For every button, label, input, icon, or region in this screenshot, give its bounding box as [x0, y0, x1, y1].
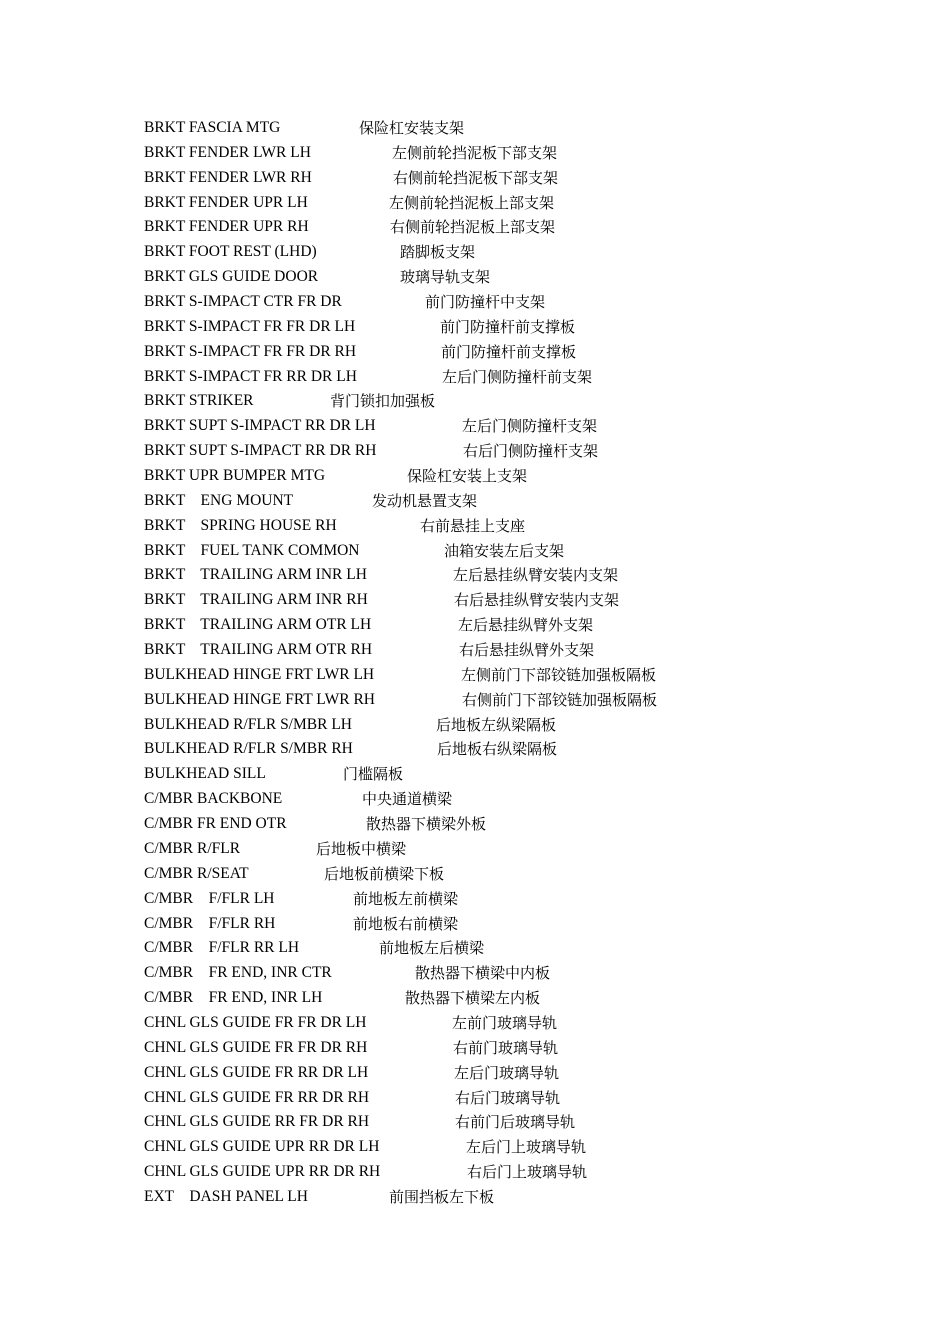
- term-row: [144, 787, 904, 812]
- term-chinese: 发动机悬置支架: [372, 491, 478, 510]
- term-english: BRKT STRIKER: [144, 392, 254, 410]
- term-row: [144, 912, 904, 937]
- term-row: [144, 1160, 904, 1185]
- term-chinese: 右侧前轮挡泥板上部支架: [390, 218, 556, 237]
- term-english: BRKT S-IMPACT CTR FR DR: [144, 293, 342, 311]
- term-english: BRKT UPR BUMPER MTG: [144, 467, 326, 485]
- term-chinese: 油箱安装左后支架: [444, 541, 565, 560]
- term-row: [144, 1011, 904, 1036]
- term-row: [144, 688, 904, 713]
- term-chinese: 左后门上玻璃导轨: [466, 1138, 587, 1157]
- term-row: [144, 762, 904, 787]
- term-row: [144, 116, 904, 141]
- term-chinese: 玻璃导轨支架: [400, 268, 491, 287]
- term-row: [144, 240, 904, 265]
- term-chinese: 前门防撞杆中支架: [425, 293, 546, 312]
- term-chinese: 左后门侧防撞杆前支架: [442, 367, 593, 386]
- term-english: CHNL GLS GUIDE UPR RR DR RH: [144, 1163, 381, 1181]
- term-row: [144, 1061, 904, 1086]
- term-english: C/MBR BACKBONE: [144, 790, 283, 808]
- term-chinese: 左后悬挂纵臂安装内支架: [453, 566, 619, 585]
- term-row: [144, 713, 904, 738]
- term-chinese: 右后门侧防撞杆支架: [463, 442, 599, 461]
- term-row: [144, 862, 904, 887]
- term-chinese: 保险杠安装上支架: [407, 467, 528, 486]
- term-english: C/MBR R/FLR: [144, 839, 241, 857]
- term-row: [144, 464, 904, 489]
- term-chinese: 后地板前横梁下板: [324, 864, 445, 883]
- term-chinese: 右后门玻璃导轨: [455, 1088, 561, 1107]
- term-chinese: 右后悬挂纵臂安装内支架: [454, 591, 620, 610]
- term-row: [144, 489, 904, 514]
- term-row: [144, 265, 904, 290]
- term-chinese: 左前门玻璃导轨: [452, 1013, 558, 1032]
- term-english: BRKT ENG MOUNT: [144, 491, 294, 509]
- term-english: BRKT TRAILING ARM INR LH: [144, 566, 367, 584]
- term-chinese: 右侧前轮挡泥板下部支架: [393, 168, 559, 187]
- term-row: [144, 613, 904, 638]
- term-english: C/MBR FR END, INR CTR: [144, 964, 332, 982]
- term-row: [144, 1185, 904, 1210]
- term-row: [144, 1086, 904, 1111]
- term-english: BRKT FENDER LWR LH: [144, 143, 311, 161]
- term-english: BRKT TRAILING ARM OTR LH: [144, 616, 372, 634]
- term-english: BULKHEAD SILL: [144, 765, 266, 783]
- term-english: BRKT FASCIA MTG: [144, 119, 281, 136]
- term-english: BULKHEAD R/FLR S/MBR LH: [144, 715, 352, 733]
- term-chinese: 前门防撞杆前支撑板: [441, 342, 577, 361]
- term-english: BULKHEAD R/FLR S/MBR RH: [144, 740, 353, 758]
- term-english: BRKT FENDER UPR RH: [144, 218, 309, 236]
- term-english: BRKT FOOT REST (LHD): [144, 243, 317, 261]
- term-row: [144, 812, 904, 837]
- term-english: CHNL GLS GUIDE RR FR DR RH: [144, 1113, 370, 1131]
- term-chinese: 背门锁扣加强板: [330, 392, 436, 411]
- term-english: C/MBR FR END, INR LH: [144, 989, 323, 1007]
- term-chinese: 前地板左后横梁: [379, 939, 485, 958]
- term-row: [144, 141, 904, 166]
- term-english: CHNL GLS GUIDE FR RR DR LH: [144, 1063, 369, 1081]
- term-chinese: 右前悬挂上支座: [420, 516, 526, 535]
- term-row: [144, 215, 904, 240]
- term-english: CHNL GLS GUIDE FR FR DR LH: [144, 1013, 367, 1031]
- term-english: BRKT TRAILING ARM OTR RH: [144, 641, 373, 659]
- term-chinese: 左侧前轮挡泥板下部支架: [392, 143, 558, 162]
- term-chinese: 散热器下横梁中内板: [415, 964, 551, 983]
- term-row: [144, 340, 904, 365]
- term-english: BRKT FENDER UPR LH: [144, 193, 308, 211]
- term-row: [144, 737, 904, 762]
- term-english: BRKT SUPT S-IMPACT RR DR LH: [144, 417, 376, 435]
- term-row: [144, 563, 904, 588]
- term-chinese: 后地板右纵梁隔板: [437, 740, 558, 759]
- term-chinese: 中央通道横梁: [362, 790, 453, 809]
- term-english: BRKT FENDER LWR RH: [144, 168, 312, 186]
- term-english: C/MBR FR END OTR: [144, 815, 287, 833]
- term-english: BRKT S-IMPACT FR FR DR LH: [144, 317, 356, 335]
- term-chinese: 踏脚板支架: [400, 243, 476, 262]
- term-chinese: 保险杠安装支架: [359, 119, 465, 137]
- term-english: BRKT SUPT S-IMPACT RR DR RH: [144, 442, 377, 460]
- term-english: BRKT S-IMPACT FR FR DR RH: [144, 342, 357, 360]
- term-chinese: 门槛隔板: [343, 765, 404, 784]
- term-row: [144, 439, 904, 464]
- term-english: C/MBR F/FLR RH: [144, 914, 276, 932]
- term-english: C/MBR R/SEAT: [144, 864, 249, 882]
- term-chinese: 右前门后玻璃导轨: [455, 1113, 576, 1132]
- term-chinese: 右前门玻璃导轨: [453, 1038, 559, 1057]
- term-chinese: 后地板左纵梁隔板: [436, 715, 557, 734]
- term-chinese: 左后门玻璃导轨: [454, 1063, 560, 1082]
- term-row: [144, 389, 904, 414]
- term-row: [144, 1036, 904, 1061]
- term-chinese: 右侧前门下部铰链加强板隔板: [462, 690, 658, 709]
- term-chinese: 左后悬挂纵臂外支架: [458, 616, 594, 635]
- term-row: [144, 191, 904, 216]
- term-chinese: 左侧前轮挡泥板上部支架: [389, 193, 555, 212]
- term-row: [144, 1135, 904, 1160]
- term-chinese: 左侧前门下部铰链加强板隔板: [461, 665, 657, 684]
- term-english: BRKT TRAILING ARM INR RH: [144, 591, 368, 609]
- term-row: [144, 936, 904, 961]
- term-english: CHNL GLS GUIDE FR FR DR RH: [144, 1038, 368, 1056]
- term-row: [144, 961, 904, 986]
- term-row: [144, 365, 904, 390]
- term-english: C/MBR F/FLR LH: [144, 889, 275, 907]
- term-row: [144, 837, 904, 862]
- term-chinese: 后地板中横梁: [316, 839, 407, 858]
- term-chinese: 前地板左前横梁: [353, 889, 459, 908]
- term-list: [144, 116, 904, 1210]
- term-english: CHNL GLS GUIDE FR RR DR RH: [144, 1088, 370, 1106]
- term-english: BULKHEAD HINGE FRT LWR RH: [144, 690, 375, 708]
- term-row: [144, 1110, 904, 1135]
- term-english: BULKHEAD HINGE FRT LWR LH: [144, 665, 375, 683]
- term-english: C/MBR F/FLR RR LH: [144, 939, 300, 957]
- term-row: [144, 588, 904, 613]
- term-chinese: 左后门侧防撞杆支架: [462, 417, 598, 436]
- term-row: [144, 414, 904, 439]
- term-row: [144, 539, 904, 564]
- term-chinese: 前围挡板左下板: [389, 1187, 495, 1206]
- term-chinese: 散热器下横梁外板: [366, 815, 487, 834]
- term-english: BRKT SPRING HOUSE RH: [144, 516, 337, 534]
- term-chinese: 散热器下横梁左内板: [405, 989, 541, 1008]
- term-chinese: 前门防撞杆前支撑板: [440, 317, 576, 336]
- term-english: BRKT GLS GUIDE DOOR: [144, 268, 319, 286]
- term-english: CHNL GLS GUIDE UPR RR DR LH: [144, 1138, 380, 1156]
- term-row: [144, 315, 904, 340]
- term-chinese: 右后门上玻璃导轨: [467, 1163, 588, 1182]
- term-english: BRKT S-IMPACT FR RR DR LH: [144, 367, 357, 385]
- term-row: [144, 986, 904, 1011]
- term-chinese: 前地板右前横梁: [353, 914, 459, 933]
- term-row: [144, 638, 904, 663]
- term-row: [144, 514, 904, 539]
- term-english: EXT DASH PANEL LH: [144, 1187, 308, 1205]
- term-row: [144, 663, 904, 688]
- term-row: [144, 290, 904, 315]
- term-chinese: 右后悬挂纵臂外支架: [459, 641, 595, 660]
- term-row: [144, 887, 904, 912]
- term-english: BRKT FUEL TANK COMMON: [144, 541, 360, 559]
- term-row: [144, 166, 904, 191]
